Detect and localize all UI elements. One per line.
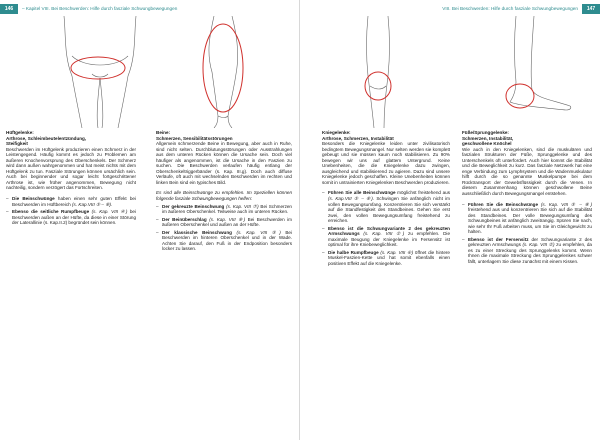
list-item: – Die Beinschwünge haben einen sehr guten Effekt bei Beschwerden im Hüftbereich (s. Kap.VIII ⑤ – ⑧). <box>6 196 136 207</box>
chapter-reference: (s. Kap.VIII ⑤ – ⑧). <box>72 201 113 207</box>
list-item-lead: Ebenso ist der Fersensitz <box>468 236 529 242</box>
running-head <box>442 4 578 14</box>
list-item-lead: Ebenso ist die Schwungvariante 2 des gekreuzten Armschwungs <box>328 225 450 237</box>
text-column-legs <box>156 130 292 254</box>
list-item: – Führen Sie die Beinschwünge (s. Kap. VIII ⑤ – ⑧) freistehend aus und konzentrieren Sie sich auf die Stabilität des Standbeines. Der volle Bewegungsumfang des Schwungbeines ist anfänglich zweitrangig. Spüren Sie nach, wie sehr Ihr Fuß arbeiten muss, um Sie im Gleichgewicht zu halten. <box>462 201 592 235</box>
list-item-text: Bei Schmerzen im äußeren Oberschenkel. Teilweise auch im unteren Rücken. <box>162 203 292 215</box>
text-column-knee <box>322 130 450 269</box>
figure-row <box>0 16 300 128</box>
chapter-reference: (s. Kap. VIII ⑦) <box>226 203 259 209</box>
chapter-reference: (s. Kap. VIII ④) <box>91 209 128 215</box>
section-subheading: Arthrose, Schleimbeutelentzündung, <box>6 135 87 141</box>
paragraph: Beschwerden im Hüftgelenk produzieren einen Schmerz in der Leistengegend. Häufig kommt es jedoch zu Problemen am äußeren Knochenvorsprung des Oberschenkels. Der Schmerz wird dann außen wahrgenommen und hat meist nichts mit dem Hüftgelenk zu tun. Fasziale Störungen können ursächlich sein. Auch bei beginnender und sogar leicht fortgeschrittener Arthrose ist, wie früher angenommen, Bewegung nicht nachteilig, sondern verzögert das Fortschreiten. <box>6 146 136 191</box>
list-item-text: freistehend aus und konzentrieren Sie sich auf die Stabilität des Standbeines. Der volle Bewegungsumfang des Schwungbeines ist anfänglich zweitrangig. Spüren Sie nach, wie sehr Ihr Fuß arbeiten muss, um Sie im Gleichgewicht zu halten. <box>468 207 592 235</box>
section-subheading: geschwollene Knöchel <box>462 141 512 147</box>
running-head-title: Bei Beschwerden: Hilfe durch fasziale Schwungbewegungen <box>51 6 178 11</box>
section-subheading: Schmerzen, Sensibilitätsstörungen <box>156 135 233 141</box>
running-head-title: VIII. Bei Beschwerden: Hilfe durch fasziale Schwungbewegungen <box>442 6 578 11</box>
thigh-figure <box>196 16 252 128</box>
chapter-reference: (s. Kap. VIII ⑧) <box>209 216 246 222</box>
section-heading: Kniegelenke: <box>322 130 351 135</box>
knee-figure <box>348 16 408 128</box>
list-item-text: der Schwungvariante 2 des gekreuzten Armschwungs <box>468 236 593 248</box>
list-item-lead: Ebenso die seitliche Rumpfbeuge <box>12 209 90 215</box>
section-subheading: Arthrose, Schmerzen, Instabilität <box>322 135 394 141</box>
list-item: – Die halbe Rumpfbeuge (s. Kap. VIII ⑥) öffnet die hintere Muskel-Faszien-Kette und hat somit ebenfalls einen positiven Effekt auf die Kniegelenke. <box>322 249 450 267</box>
foot-figure <box>486 16 576 128</box>
paragraph: Wie auch in den Kniegelenken, sind die muskulären und faszialen Strukturen der Füße, Sprunggelenke und des Unterschenkels oft unterfordert. Auch hier kommt die Stabilität und die Beweglichkeit zu kurz. Das fasziale Netzwerk hat eine enge Verbindung zum Lymphsystem und die Wadenmuskulatur hilft durch die so genannte Muskelpumpe bei dem Rücktransport der Gewebsflüssigkeit durch die Venen. In diesem Zusammenhang können geschwollene Beine ausschließlich durch Bewegungsmangel entstehen. <box>462 146 592 197</box>
list-item: – Der Beinüberschlag (s. Kap. VIII ⑧) Bei Beschwerden im äußeren Oberschenkel und außen an der Hüfte. <box>156 216 292 228</box>
chapter-reference: (s. Kap. VIII ⑥) <box>380 249 414 255</box>
list-item: – Der gekreuzte Beinschwung (s. Kap. VIII ⑦) Bei Schmerzen im äußeren Oberschenkel. Teilweise auch im unteren Rücken. <box>156 203 292 215</box>
list-item-lead: Führen Sie die Beinschwünge <box>468 201 539 207</box>
list-item: – Ebenso die seitliche Rumpfbeuge (s. Kap. VIII ④) bei Beschwerden außen an der Hüfte, da diese in einer Störung der Laterallinie (s. Kap.II.2) begründet sein können. <box>6 209 136 226</box>
intro-note: Es sind alle Beinschwünge zu empfehlen. Im Speziellen können folgende fasziale Schwungbewegungen helfen: <box>156 190 292 202</box>
list-item-lead: Der klassische Beinschwung <box>162 229 232 235</box>
list-item-text: möglichst freistehend aus <box>395 190 450 196</box>
page-number: 146 <box>0 4 18 14</box>
list-item: – Ebenso ist die Schwungvariante 2 des gekreuzten Armschwungs (s. Kap. VIII ②) zu empfehlen. Die maximale Beugung der Kniegelenke im Fersensitz ist optimal für ihre Kniebeweglichkeit. <box>322 225 450 248</box>
list-item: – Der klassische Beinschwung (s. Kap. VIII ⑤) Bei Beschwerden im hinteren Oberschenkel und in der Wade. Achten Sie darauf, den Fuß in der Endposition besonders locker zu lassen. <box>156 229 292 252</box>
chapter-reference: (s. Kap. VIII ②) <box>522 242 555 248</box>
list-item-lead: Die halbe Rumpfbeuge <box>328 249 379 255</box>
chapter-reference: (s. Kap. VIII ②) <box>363 231 405 237</box>
list-item-lead: Die Beinschwünge <box>12 196 55 202</box>
section-subheading: Schmerzen, Instabilität, <box>462 135 514 141</box>
right-page <box>300 0 600 440</box>
list-item-text: Schwingen Sie anfänglich nicht im vollen Bewegungsumfang. Konzentrieren Sie sich verstärkt auf die Standfestigkeit des Standbeines. Gehen Sie erst zwei, den vollen Bewegungsumfang freistehend zu erreichen. <box>328 196 450 224</box>
list-item-lead: Der Beinüberschlag <box>162 216 207 222</box>
section-heading: Füße/Sprunggelenke: <box>462 130 509 135</box>
text-column-feet <box>462 130 592 267</box>
hip-figure <box>58 16 142 128</box>
list-item-text: bei Beschwerden außen an der Hüfte, da diese in einer Störung der Laterallinie (s. Kap.II.2) begründet sein können. <box>12 209 136 226</box>
list-item-text: Bei Beschwerden im hinteren Oberschenkel und in der Wade. Achten Sie darauf, den Fuß in der Endposition besonders locker zu lassen. <box>162 229 292 252</box>
paragraph: Besonders die Kniegelenke leiden unter zivilisatorisch bedingtem Bewegungsmangel. Nur selten werden sie komplett gebeugt und sie müssen kaum noch stabilisieren. Zu 90% bewegen wir uns auf glattem Untergrund. Keine Unebenheiten, die die Kniegelenke dazu zwingen, ausgleichend und stabilisierend zu agieren. Dazu sind unsere Kniegelenke jedoch geschaffen. Kleine Unebenheiten können somit in untrainierten Kniegelenken Beschwerden produzieren. <box>322 141 450 185</box>
section-heading: Hüftgelenke: <box>6 130 34 135</box>
list-item-text: zu empfehlen, da es zu einer Streckung des Sprunggelenks kommt. Wenn Ihnen die maximale Streckung des Sprunggelenkes schwer fällt, unterlagern Sie diese zunächst mit einem Kissen. <box>468 242 592 265</box>
list-item-text: zu empfehlen. Die maximale Beugung der Kniegelenke im Fersensitz ist optimal für ihre Kniebeweglichkeit. <box>328 231 450 248</box>
running-head-chapter: – Kapitel VIII. <box>22 6 50 11</box>
paragraph: Allgemein schmerzende Beine in Bewegung, aber auch in Ruhe, sind nicht selten. Durchblutungsstörungen oder Ausstrahlungen aus dem unteren Rücken können die Ursache sein. Doch viel häufiger als angenommen, ist die Ursache in den Faszien zu suchen. Die Beschwerden verlaufen häufig entlang der Oberschenkeltriggerbänder (s. Kap. III.g). Doch auch diffuse Verläufe, oft auch mit wechselnden Beschwerden im rechten und linken Bein sind ein typisches Bild. <box>156 141 292 185</box>
list-item-lead: Führen Sie alle Beinschwünge <box>328 190 396 196</box>
list-item-text: öffnet die hintere Muskel-Faszien-Kette und hat somit ebenfalls einen positiven Effekt auf die Kniegelenke. <box>328 249 450 267</box>
section-subheading: Steifigkeit <box>6 141 28 147</box>
section-heading: Beine: <box>156 130 171 135</box>
list-item-text: haben einen sehr guten Effekt bei Beschwerden im Hüftbereich <box>12 196 136 207</box>
list-item: – Führen Sie alle Beinschwünge möglichst freistehend aus (s. Kap.VIII ⑤ – ⑧). Schwingen Sie anfänglich nicht im vollen Bewegungsumfang. Konzentrieren Sie sich verstärkt auf die Standfestigkeit des Standbeines. Gehen Sie erst zwei, den vollen Bewegungsumfang freistehend zu erreichen. <box>322 190 450 224</box>
figure-row <box>300 16 600 128</box>
list-item-lead: Der gekreuzte Beinschwung <box>162 203 225 209</box>
page-number: 147 <box>582 4 600 14</box>
running-head <box>22 4 177 14</box>
text-column-hip <box>6 130 136 228</box>
chapter-reference: (s. Kap. VIII ⑤) <box>236 229 281 235</box>
list-item: – Ebenso ist der Fersensitz der Schwungvariante 2 des gekreuzten Armschwungs (s. Kap. VIII ②) zu empfehlen, da es zu einer Streckung des Sprunggelenks kommt. Wenn Ihnen die maximale Streckung des Sprunggelenkes schwer fällt, unterlagern Sie diese zunächst mit einem Kissen. <box>462 236 593 265</box>
list-item-text: Bei Beschwerden im äußeren Oberschenkel und außen an der Hüfte. <box>162 216 292 228</box>
chapter-reference: (s. Kap. VIII ⑤ – ⑧) <box>540 201 592 207</box>
chapter-reference: (s. Kap.VIII ⑤ – ⑧). <box>328 196 375 202</box>
